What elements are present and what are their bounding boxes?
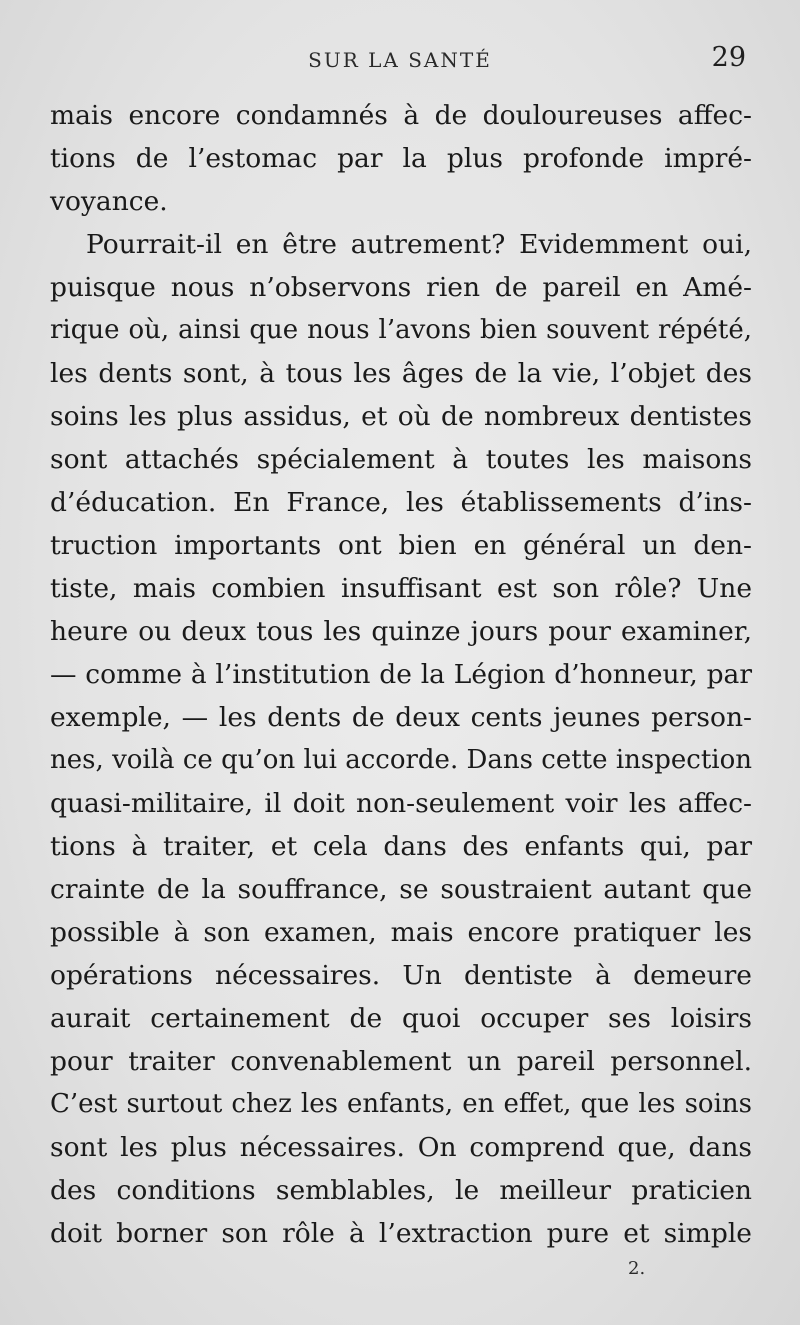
text-line: tions à traiter, et cela dans des enfants qui, par (50, 831, 752, 862)
page-number: 29 (711, 42, 746, 73)
text-line: nes, voilà ce qu’on lui accorde. Dans cette inspection (50, 745, 752, 775)
text-line: — comme à l’institution de la Légion d’honneur, par (50, 659, 752, 690)
text-line: C’est surtout chez les enfants, en effet, que les soins (50, 1089, 752, 1119)
text-line: des conditions semblables, le meilleur praticien (50, 1175, 752, 1206)
text-line: rique où, ainsi que nous l’avons bien souvent répété, (50, 315, 752, 345)
text-line: d’éducation. En France, les établissements d’ins- (50, 487, 752, 518)
page-header (50, 40, 750, 80)
text-line: pour traiter convenablement un pareil personnel. (50, 1046, 752, 1077)
text-line: sont attachés spécialement à toutes les maisons (50, 444, 752, 475)
body-text (50, 94, 752, 1255)
text-line: mais encore condamnés à de douloureuses affec- (50, 100, 752, 131)
text-line: exemple, — les dents de deux cents jeunes person- (50, 702, 752, 733)
text-line: crainte de la souffrance, se soustraient autant que (50, 874, 752, 905)
running-head: SUR LA SANTÉ (308, 48, 492, 72)
text-line: puisque nous n’observons rien de pareil en Amé- (50, 272, 752, 303)
text-line: Pourrait-il en être autrement? Evidemment oui, (86, 229, 752, 260)
text-line: sont les plus nécessaires. On comprend que, dans (50, 1132, 752, 1163)
text-line: aurait certainement de quoi occuper ses loisirs (50, 1003, 752, 1034)
text-line: possible à son examen, mais encore pratiquer les (50, 917, 752, 948)
signature-mark: 2. (628, 1258, 646, 1279)
text-line: opérations nécessaires. Un dentiste à demeure (50, 960, 752, 991)
text-line: tiste, mais combien insuffisant est son rôle? Une (50, 573, 752, 604)
text-line: soins les plus assidus, et où de nombreux dentistes (50, 401, 752, 432)
text-line: les dents sont, à tous les âges de la vie, l’objet des (50, 358, 752, 389)
text-line: doit borner son rôle à l’extraction pure et simple (50, 1218, 752, 1249)
text-line: truction importants ont bien en général un den- (50, 530, 752, 561)
text-line: tions de l’estomac par la plus profonde impré- (50, 143, 752, 174)
text-line: quasi-militaire, il doit non-seulement voir les affec- (50, 788, 752, 819)
text-line: voyance. (50, 186, 168, 217)
text-line: heure ou deux tous les quinze jours pour examiner, (50, 616, 752, 647)
